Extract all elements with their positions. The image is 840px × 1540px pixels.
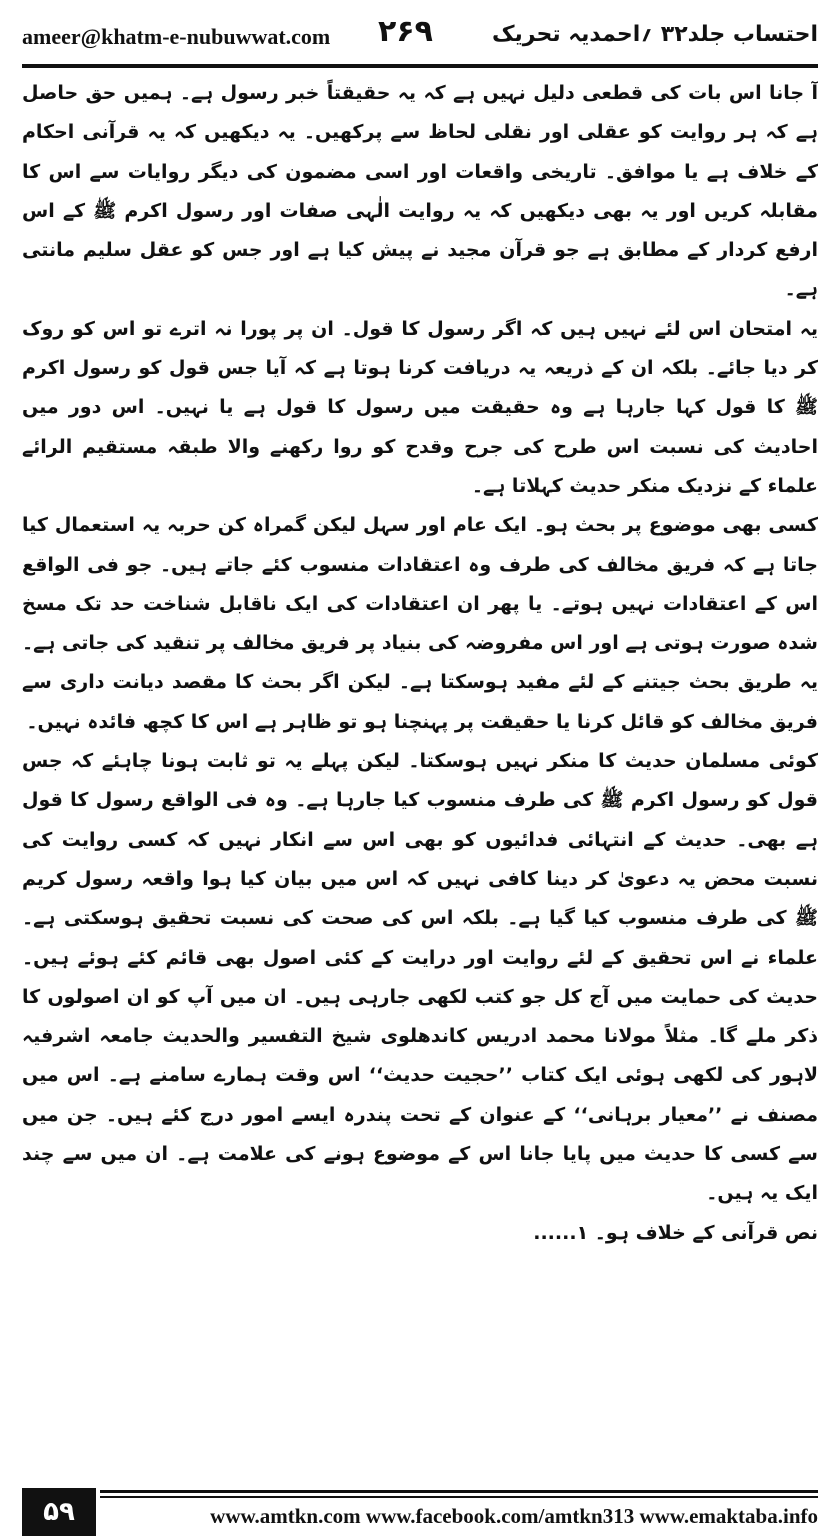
header-divider (22, 64, 818, 68)
header-page-number: ۲۶۹ (378, 14, 433, 49)
page-body (22, 74, 818, 1410)
list-item-number: ۱...... (533, 1221, 589, 1244)
paragraph-4: کوئی مسلمان حدیث کا منکر نہیں ہوسکتا۔ لیکن پہلے یہ تو ثابت ہونا چاہئے کہ جس قول کو رسول اکرم ﷺ کی طرف منسوب کیا جارہا ہے۔ وہ فی الواقع رسول کا قول ہے بھی۔ حدیث کے انتہائی فدائیوں کو بھی اس سے انکار نہیں کہ کسی روایت کی نسبت محض یہ دعویٰ کر دینا کافی نہیں کہ اس میں بیان کیا ہوا واقعہ رسول کریم ﷺ کی طرف منسوب کیا گیا ہے۔ بلکہ اس کی صحت کی نسبت تحقیق ہوسکتی ہے۔ علماء نے اس تحقیق کے لئے روایت اور درایت کے کئی اصول بھی قائم کئے ہوئے ہیں۔ حدیث کی حمایت میں آج کل جو کتب لکھی جارہی ہیں۔ ان میں آپ کو ان اصولوں کا ذکر ملے گا۔ مثلاً مولانا محمد ادریس کاندھلوی شیخ التفسیر والحدیث جامعہ اشرفیہ لاہور کی لکھی ہوئی ایک کتاب ’’حجیت حدیث‘‘ اس وقت ہمارے سامنے ہے۔ اس میں مصنف نے ’’معیار برہانی‘‘ کے عنوان کے تحت پندرہ ایسے امور درج کئے ہیں۔ جن میں سے کسی کا حدیث میں پایا جانا اس کے موضوع ہونے کی علامت ہے۔ ان میں سے چند ایک یہ ہیں۔ (22, 750, 818, 1205)
paragraph-3: کسی بھی موضوع پر بحث ہو۔ ایک عام اور سہل لیکن گمراہ کن حربہ یہ استعمال کیا جاتا ہے کہ فریق مخالف کی طرف وہ اعتقادات منسوب کئے جاتے ہیں۔ جو فی الواقع اس کے اعتقادات نہیں ہوتے۔ یا پھر ان اعتقادات کی ایک ناقابل شناخت حد تک مسخ شدہ صورت ہوتی ہے اور اس مفروضہ کی بنیاد پر فریق مخالف پر تنقید کی جاتی ہے۔ یہ طریق بحث جیتنے کے لئے مفید ہوسکتا ہے۔ لیکن اگر بحث کا مقصد دیانت داری سے فریق مخالف کو قائل کرنا یا حقیقت پر پہنچنا ہو تو ظاہر ہے اس کا کچھ فائدہ نہیں۔ (22, 514, 818, 733)
header-email: ameer@khatm-e-nubuwwat.com (22, 24, 331, 49)
footer-links: www.amtkn.com www.facebook.com/amtkn313 www.emaktaba.info (210, 1504, 818, 1528)
footer-page-number: ۵۹ (22, 1488, 96, 1536)
paragraph-1: آ جانا اس بات کی قطعی دلیل نہیں ہے کہ یہ حقیقتاً خبر رسول ہے۔ ہمیں حق حاصل ہے کہ ہر روایت کو عقلی اور نقلی لحاظ سے پرکھیں۔ یہ دیکھیں کہ یہ قرآنی احکام کے خلاف ہے یا موافق۔ تاریخی واقعات اور اسی مضمون کی دیگر روایات سے اس کا مقابلہ کریں اور یہ بھی دیکھیں کہ یہ روایت الٰہی صفات اور رسول اکرم ﷺ کے اس ارفع کردار کے مطابق ہے جو قرآن مجید نے پیش کیا ہے اور جس کو عقل سلیم مانتی ہے۔ (22, 82, 818, 301)
footer-divider-thin (100, 1496, 818, 1498)
list-item (22, 1214, 818, 1253)
page-footer (0, 1486, 840, 1540)
paragraph-2: یہ امتحان اس لئے نہیں ہیں کہ اگر رسول کا قول۔ ان پر پورا نہ اترے تو اس کو روک کر دیا جائے۔ بلکہ ان کے ذریعہ یہ دریافت کرنا ہوتا ہے کہ آیا جس قول کو رسول اکرم ﷺ کا قول کہا جارہا ہے وہ حقیقت میں رسول کا قول ہے یا نہیں۔ اس دور میں احادیث کی نسبت اس طرح کی جرح وقدح کو روا رکھنے والا طبقہ مستقیم الرائے علماء کے نزدیک منکر حدیث کہلاتا ہے۔ (22, 317, 818, 497)
header-running-title: احتساب جلد۳۲ ؍احمدیہ تحریک (491, 22, 818, 47)
page-header (0, 0, 840, 72)
list-item-text: نص قرآنی کے خلاف ہو۔ (594, 1221, 818, 1244)
footer-divider (100, 1490, 818, 1493)
